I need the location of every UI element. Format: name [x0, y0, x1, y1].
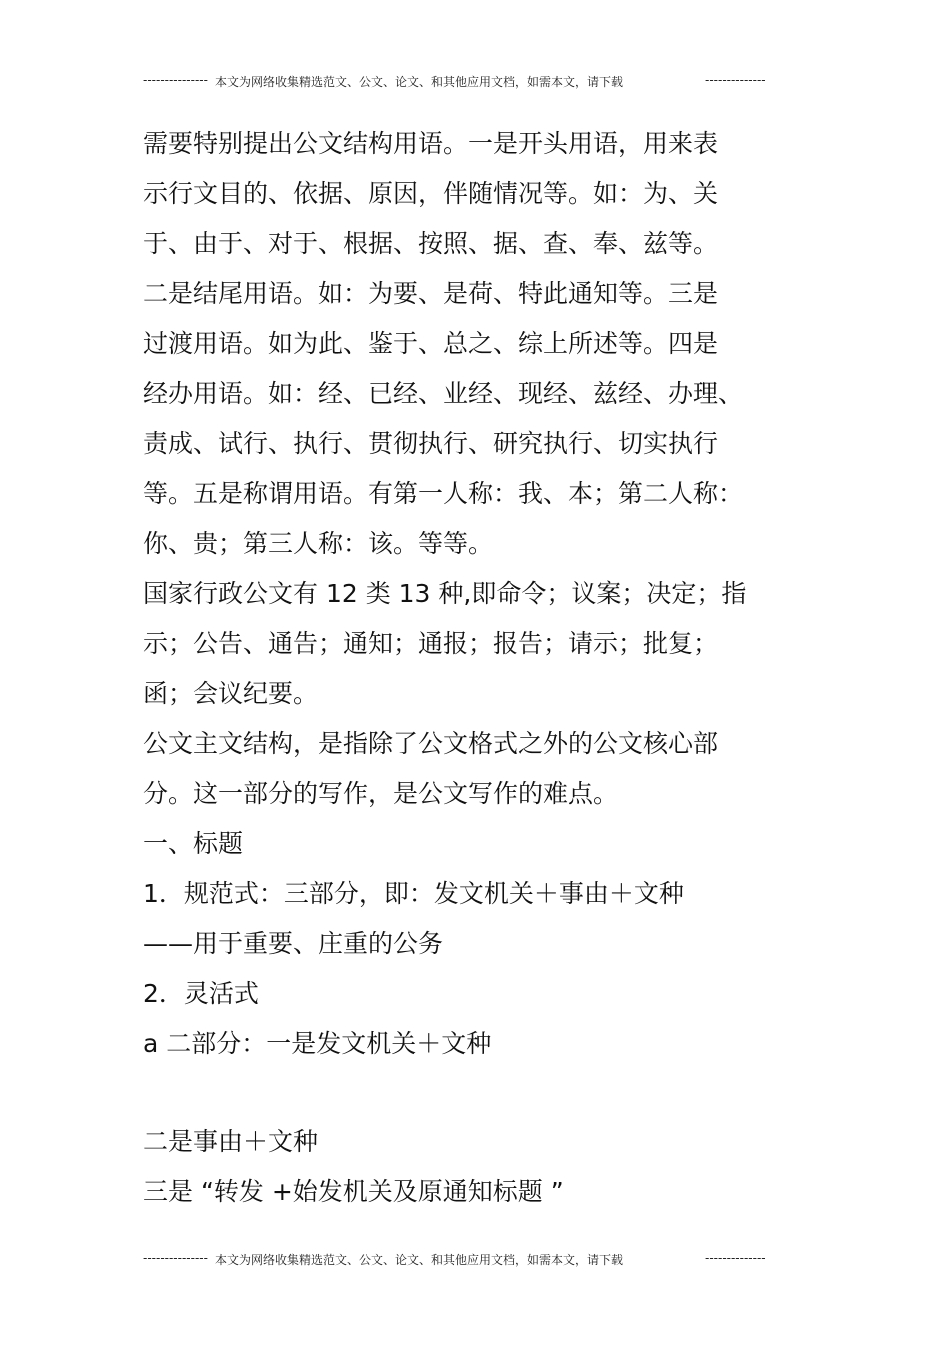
- header-rule-right: --------------: [705, 73, 766, 87]
- body-line: 于、由于、对于、根据、按照、据、查、奉、兹等。: [143, 229, 719, 258]
- body-line: a 二部分：一是发文机关＋文种: [143, 1029, 492, 1058]
- body-line: 经办用语。如：经、已经、业经、现经、兹经、办理、: [143, 379, 744, 408]
- footer-note: 本文为网络收集精选范文、公文、论文、和其他应用文档，如需本文，请下载: [215, 1253, 624, 1267]
- footer-rule-left: ---------------: [143, 1251, 208, 1265]
- body-line: 等。五是称谓用语。有第一人称：我、本；第二人称：: [143, 479, 744, 508]
- body-line: 责成、试行、执行、贯彻执行、研究执行、切实执行: [143, 429, 719, 458]
- body-line: 二是事由＋文种: [143, 1127, 319, 1156]
- body-line: 公文主文结构，是指除了公文格式之外的公文核心部: [143, 729, 719, 758]
- body-line: 国家行政公文有 12 类 13 种,即命令；议案；决定；指: [143, 579, 747, 608]
- body-line: 二是结尾用语。如：为要、是荷、特此通知等。三是: [143, 279, 719, 308]
- document-body: [143, 119, 803, 1217]
- blank-gap: [143, 1069, 803, 1117]
- body-line: 你、贵；第三人称：该。等等。: [143, 529, 494, 558]
- page-header: [143, 73, 768, 93]
- body-line: 过渡用语。如为此、鉴于、总之、综上所述等。四是: [143, 329, 719, 358]
- body-line: 示；公告、通告；通知；通报；报告；请示；批复；: [143, 629, 719, 658]
- header-rule-left: ---------------: [143, 73, 208, 87]
- body-line: 示行文目的、依据、原因，伴随情况等。如：为、关: [143, 179, 719, 208]
- body-line: 2．灵活式: [143, 979, 259, 1008]
- section-heading: 一、标题: [143, 829, 244, 858]
- body-line: 需要特别提出公文结构用语。一是开头用语，用来表: [143, 129, 719, 158]
- body-line: 三是 “转发 +始发机关及原通知标题 ”: [143, 1177, 564, 1206]
- header-note: 本文为网络收集精选范文、公文、论文、和其他应用文档，如需本文，请下载: [215, 75, 624, 89]
- footer-rule-right: --------------: [705, 1251, 766, 1265]
- body-line: 分。这一部分的写作，是公文写作的难点。: [143, 779, 619, 808]
- body-line: 1．规范式：三部分，即：发文机关＋事由＋文种: [143, 879, 684, 908]
- body-line: 函；会议纪要。: [143, 679, 319, 708]
- body-line: ——用于重要、庄重的公务: [143, 929, 444, 958]
- page-footer: [143, 1251, 768, 1271]
